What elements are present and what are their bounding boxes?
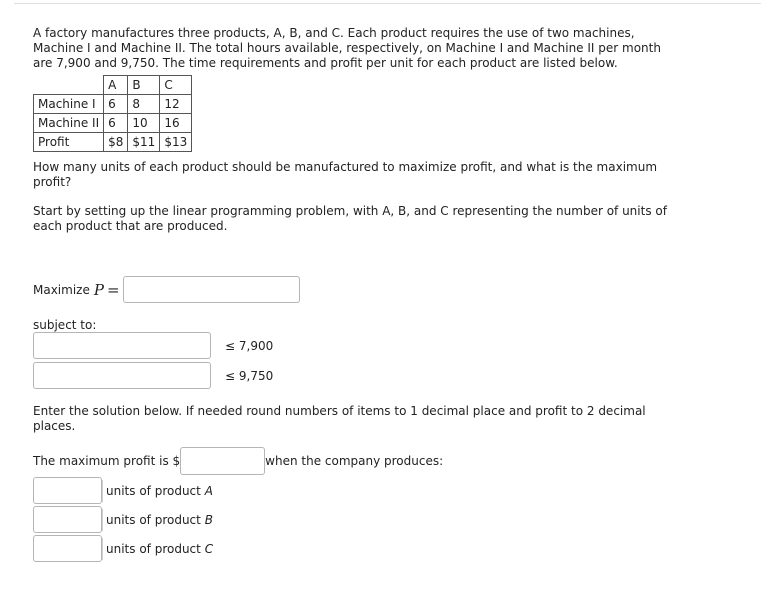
table-cell: 10 xyxy=(128,114,160,133)
table-row-label: Machine I xyxy=(34,95,104,114)
product-letter: B xyxy=(204,512,213,527)
table-cell: 16 xyxy=(160,114,192,133)
table-cell: $8 xyxy=(104,133,128,152)
table-row xyxy=(34,95,192,114)
requirements-table xyxy=(33,75,192,152)
units-row-b xyxy=(33,506,213,533)
units-c-input[interactable] xyxy=(33,535,102,562)
table-header-row xyxy=(34,76,192,95)
table-row xyxy=(34,114,192,133)
top-divider xyxy=(14,3,761,4)
product-letter: A xyxy=(204,483,213,498)
table-header-cell: A xyxy=(104,76,128,95)
constraint-row xyxy=(33,362,273,389)
units-row-c xyxy=(33,535,213,562)
units-label: units of product B xyxy=(102,509,213,531)
max-profit-row xyxy=(33,447,443,475)
objective-input[interactable] xyxy=(123,276,300,303)
setup-instruction: Start by setting up the linear programming problem, with A, B, and C representing the number of units of each product that are produced. xyxy=(33,204,667,233)
table-cell: 6 xyxy=(104,114,128,133)
units-row-a xyxy=(33,477,213,504)
table-row xyxy=(34,133,192,152)
table-row-label: Profit xyxy=(34,133,104,152)
units-label: units of product C xyxy=(102,538,213,560)
constraint-rhs: ≤ 7,900 xyxy=(225,338,274,353)
question-content xyxy=(33,26,673,556)
table-cell: 6 xyxy=(104,95,128,114)
max-profit-label: The maximum profit is $ xyxy=(33,454,181,468)
question-text: How many units of each product should be manufactured to maximize profit, and what is the maximum profit? xyxy=(33,160,658,189)
table-cell: 8 xyxy=(128,95,160,114)
units-label: units of product A xyxy=(102,480,213,502)
problem-intro: A factory manufactures three products, A, B, and C. Each product requires the use of two machines, Machine I and Machine II. The total hours available, respectively, on Machine I and Machine II per month are 7,900 and 9,750. The time requirements and profit per unit for each product are listed below. xyxy=(33,26,661,70)
maximize-label: Maximize xyxy=(33,282,90,297)
product-letter: C xyxy=(204,541,214,556)
constraint-input-2[interactable] xyxy=(33,362,211,389)
units-a-input[interactable] xyxy=(33,477,102,504)
max-profit-input[interactable] xyxy=(180,447,265,475)
equals-sign: = xyxy=(106,280,120,299)
table-header-cell: C xyxy=(160,76,192,95)
objective-row xyxy=(33,276,300,303)
table-cell: 12 xyxy=(160,95,192,114)
units-b-input[interactable] xyxy=(33,506,102,533)
table-cell: $13 xyxy=(160,133,192,152)
solution-instruction: Enter the solution below. If needed round numbers of items to 1 decimal place and profit to 2 decimal places. xyxy=(33,404,646,433)
subject-to-label: subject to: xyxy=(33,318,97,332)
objective-variable: P xyxy=(93,280,104,299)
constraint-input-1[interactable] xyxy=(33,332,211,359)
table-row-label: Machine II xyxy=(34,114,104,133)
constraint-row xyxy=(33,332,273,359)
table-header-cell: B xyxy=(128,76,160,95)
produces-label: when the company produces: xyxy=(265,454,444,468)
table-cell: $11 xyxy=(128,133,160,152)
constraint-rhs: ≤ 9,750 xyxy=(225,368,274,383)
